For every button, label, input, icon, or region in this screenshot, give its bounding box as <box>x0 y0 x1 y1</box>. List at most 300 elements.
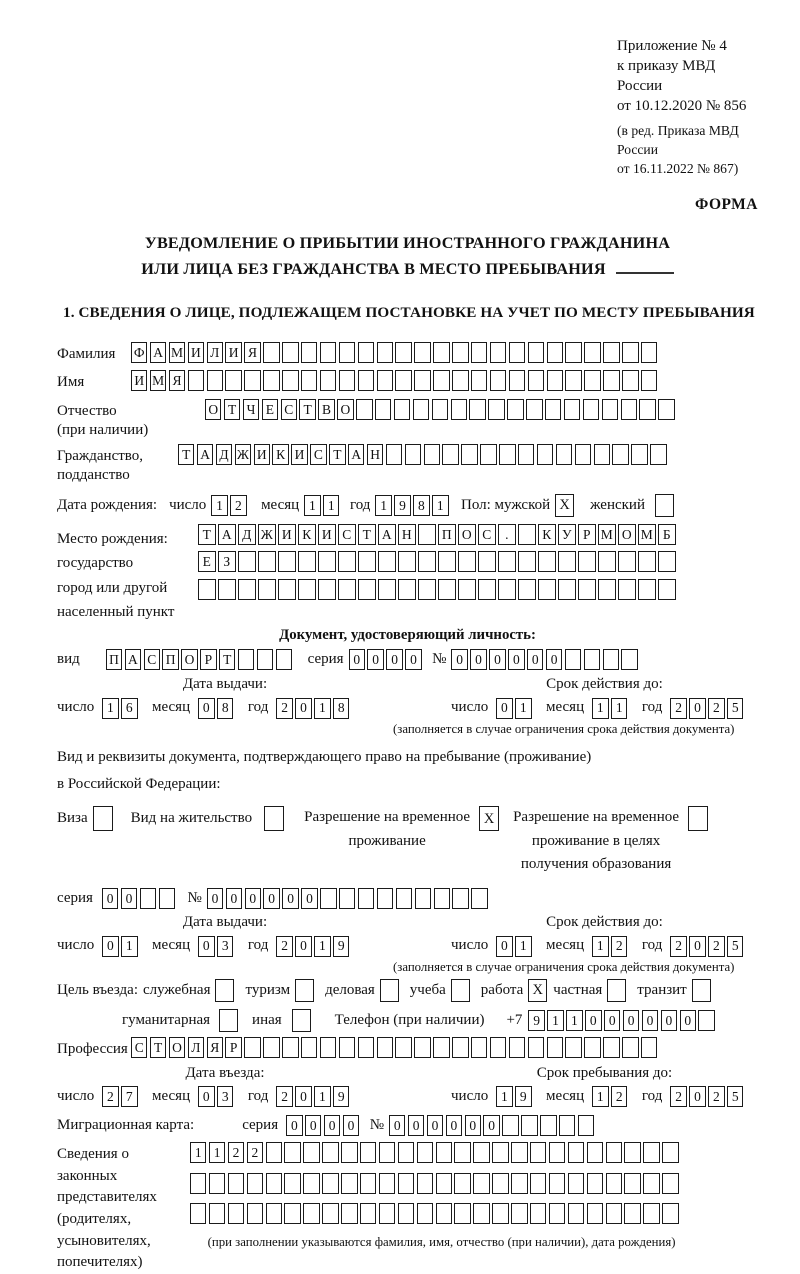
char-cell: И <box>188 342 204 363</box>
char-cell: 0 <box>642 1010 658 1031</box>
checkbox-private <box>607 979 626 1002</box>
id-doc-series-label: серия <box>307 650 344 667</box>
char-cell <box>509 342 525 363</box>
char-cell <box>418 579 436 600</box>
stay-month-cells <box>592 1086 630 1107</box>
char-cell <box>341 1203 357 1224</box>
char-cell <box>436 1142 452 1163</box>
char-cell: 9 <box>528 1010 544 1031</box>
char-cell <box>320 1037 336 1058</box>
char-cell <box>458 551 476 572</box>
char-cell: 0 <box>623 1010 639 1031</box>
char-cell <box>417 1203 433 1224</box>
char-cell <box>190 1173 206 1194</box>
char-cell: 0 <box>527 649 543 670</box>
char-cell: 0 <box>451 649 467 670</box>
firstname-cells <box>131 370 660 391</box>
representatives-grid <box>190 1142 681 1250</box>
char-cell: М <box>169 342 185 363</box>
char-cell <box>258 551 276 572</box>
char-cell: О <box>618 524 636 545</box>
char-cell <box>490 370 506 391</box>
char-cell <box>547 342 563 363</box>
char-cell: 0 <box>689 1086 705 1107</box>
id-issue-month-cells <box>198 698 236 719</box>
char-cell: Т <box>358 524 376 545</box>
id-doc-kind-label: вид <box>57 650 80 667</box>
char-cell <box>624 1203 640 1224</box>
char-cell <box>469 399 485 420</box>
char-cell <box>578 1115 594 1136</box>
field-birth-date <box>57 494 758 517</box>
char-cell <box>339 888 355 909</box>
id-doc-expiry: Срок действия до: число 0 1 месяц 1 1 год 2 0 2 5 <box>451 675 758 719</box>
char-cell: 0 <box>102 888 118 909</box>
field-representatives <box>57 1142 758 1274</box>
profession-label: Профессия <box>57 1041 128 1058</box>
char-cell: 1 <box>496 1086 512 1107</box>
char-cell <box>415 888 431 909</box>
char-cell <box>454 1203 470 1224</box>
char-cell <box>568 1173 584 1194</box>
char-cell: У <box>558 524 576 545</box>
char-cell <box>618 551 636 572</box>
phone-prefix: +7 <box>506 1011 523 1028</box>
char-cell: 1 <box>592 936 608 957</box>
char-cell <box>638 579 656 600</box>
char-cell: 0 <box>102 936 118 957</box>
char-cell: С <box>281 399 297 420</box>
temp-residence-edu-label: Разрешение на временное проживание в целях получения образования <box>513 809 680 872</box>
char-cell <box>301 342 317 363</box>
char-cell <box>549 1142 565 1163</box>
representatives-row2-cells <box>190 1173 681 1194</box>
char-cell <box>320 342 336 363</box>
char-cell <box>339 370 355 391</box>
char-cell: И <box>318 524 336 545</box>
mc-number-cells <box>389 1115 597 1136</box>
char-cell <box>473 1142 489 1163</box>
checkbox-transit <box>692 979 711 1002</box>
char-cell: 8 <box>217 698 233 719</box>
char-cell <box>257 649 273 670</box>
id-doc-expiry-title: Срок действия до: <box>546 676 663 693</box>
char-cell <box>602 399 618 420</box>
res-series-label: серия <box>57 889 93 906</box>
birth-day-label: число <box>169 496 207 513</box>
form-title <box>57 230 758 282</box>
res-number-label: № <box>187 889 202 906</box>
char-cell: 9 <box>515 1086 531 1107</box>
appendix-line: Приложение № 4 <box>617 38 727 54</box>
char-cell <box>379 1173 395 1194</box>
char-cell: Н <box>398 524 416 545</box>
char-cell <box>398 1203 414 1224</box>
res-expiry-year-cells <box>670 936 746 957</box>
char-cell <box>621 399 637 420</box>
char-cell <box>434 888 450 909</box>
char-cell: А <box>150 342 166 363</box>
char-cell <box>378 551 396 572</box>
char-cell <box>454 1142 470 1163</box>
char-cell: 0 <box>689 936 705 957</box>
char-cell <box>540 1115 556 1136</box>
char-cell <box>545 399 561 420</box>
char-cell: Е <box>262 399 278 420</box>
char-cell <box>266 1173 282 1194</box>
char-cell: 0 <box>496 698 512 719</box>
char-cell <box>492 1173 508 1194</box>
char-cell <box>530 1173 546 1194</box>
field-profession <box>57 1037 758 1060</box>
blank-underline <box>616 260 674 274</box>
purpose-label: Цель въезда: <box>57 981 138 998</box>
char-cell <box>298 551 316 572</box>
char-cell: Т <box>299 399 315 420</box>
char-cell: Н <box>367 444 383 465</box>
char-cell <box>358 888 374 909</box>
char-cell <box>507 399 523 420</box>
char-cell <box>518 444 534 465</box>
char-cell <box>228 1203 244 1224</box>
char-cell <box>471 370 487 391</box>
char-cell <box>624 1173 640 1194</box>
char-cell: 8 <box>333 698 349 719</box>
checkbox-other-purpose <box>292 1009 311 1032</box>
char-cell <box>360 1173 376 1194</box>
char-cell: В <box>318 399 334 420</box>
char-cell: 0 <box>324 1115 340 1136</box>
char-cell <box>318 551 336 572</box>
char-cell <box>618 579 636 600</box>
char-cell <box>631 444 647 465</box>
surname-cells <box>131 342 660 363</box>
char-cell: К <box>538 524 556 545</box>
char-cell: Р <box>225 1037 241 1058</box>
char-cell <box>238 579 256 600</box>
char-cell <box>276 649 292 670</box>
char-cell: Д <box>216 444 232 465</box>
char-cell <box>396 888 412 909</box>
char-cell <box>395 370 411 391</box>
char-cell: 9 <box>333 1086 349 1107</box>
char-cell <box>622 342 638 363</box>
birth-month-cells <box>304 495 342 516</box>
char-cell: 2 <box>708 936 724 957</box>
char-cell <box>452 888 468 909</box>
residence-doc-options <box>57 806 758 876</box>
id-issue-year-cells <box>276 698 352 719</box>
char-cell: Р <box>578 524 596 545</box>
field-residence-doc-number <box>57 888 758 909</box>
representatives-label: Сведения о законных представителях (родителях, усыновителях, попечителях) <box>57 1146 157 1271</box>
char-cell <box>662 1142 678 1163</box>
char-cell <box>398 1173 414 1194</box>
char-cell: 0 <box>198 936 214 957</box>
char-cell <box>461 444 477 465</box>
char-cell: 2 <box>670 698 686 719</box>
char-cell <box>641 1037 657 1058</box>
firstname-label: Имя <box>57 374 85 391</box>
field-id-doc <box>57 649 758 670</box>
char-cell <box>436 1203 452 1224</box>
id-doc-heading: Документ, удостоверяющий личность: <box>279 626 536 643</box>
checkbox-sex-female <box>655 494 674 517</box>
char-cell: Т <box>329 444 345 465</box>
char-cell <box>584 370 600 391</box>
char-cell <box>225 370 241 391</box>
char-cell <box>301 370 317 391</box>
char-cell <box>488 399 504 420</box>
char-cell <box>358 370 374 391</box>
char-cell <box>278 551 296 572</box>
char-cell <box>471 888 487 909</box>
char-cell <box>622 370 638 391</box>
char-cell <box>338 551 356 572</box>
stay-day-cells <box>496 1086 534 1107</box>
char-cell: Д <box>238 524 256 545</box>
birthplace-row1-cells <box>198 524 678 545</box>
stay-year-cells <box>670 1086 746 1107</box>
residence-doc-intro: Вид и реквизиты документа, подтверждающего право на пребывание (проживание) в Российской Федерации: <box>57 749 592 793</box>
char-cell <box>341 1173 357 1194</box>
char-cell <box>603 370 619 391</box>
char-cell <box>238 649 254 670</box>
char-cell <box>432 399 448 420</box>
char-cell: С <box>131 1037 147 1058</box>
surname-label: Фамилия <box>57 345 116 362</box>
char-cell <box>549 1173 565 1194</box>
char-cell: 1 <box>314 1086 330 1107</box>
char-cell: 2 <box>102 1086 118 1107</box>
phone-cells <box>528 1010 717 1031</box>
char-cell: 0 <box>470 649 486 670</box>
appendix-note <box>617 36 758 179</box>
char-cell <box>473 1173 489 1194</box>
char-cell: 0 <box>198 698 214 719</box>
char-cell <box>492 1142 508 1163</box>
id-doc-series-cells <box>349 649 425 670</box>
id-expiry-month-cells <box>592 698 630 719</box>
char-cell: Т <box>219 649 235 670</box>
char-cell <box>587 1203 603 1224</box>
char-cell <box>377 888 393 909</box>
char-cell: Я <box>207 1037 223 1058</box>
char-cell <box>266 1142 282 1163</box>
char-cell <box>379 1203 395 1224</box>
residence-doc-note: (заполняется в случае ограничения срока действия документа) <box>393 959 735 974</box>
mc-series-label: серия <box>242 1116 279 1133</box>
entry-year-cells <box>276 1086 352 1107</box>
char-cell <box>322 1142 338 1163</box>
birth-date-label: Дата рождения: <box>57 496 158 513</box>
char-cell <box>639 399 655 420</box>
id-doc-number-cells <box>451 649 640 670</box>
char-cell <box>209 1173 225 1194</box>
char-cell <box>612 444 628 465</box>
birth-day-cells <box>211 495 249 516</box>
char-cell <box>606 1173 622 1194</box>
char-cell: 0 <box>295 1086 311 1107</box>
char-cell <box>358 579 376 600</box>
birth-year-label: год <box>349 496 371 513</box>
char-cell <box>499 444 515 465</box>
char-cell: 2 <box>670 936 686 957</box>
char-cell: 0 <box>496 936 512 957</box>
birth-year-cells <box>375 495 451 516</box>
char-cell <box>263 342 279 363</box>
char-cell: Л <box>188 1037 204 1058</box>
char-cell: Р <box>200 649 216 670</box>
char-cell <box>558 579 576 600</box>
char-cell: П <box>162 649 178 670</box>
checkbox-humanitarian <box>219 1009 238 1032</box>
form-title-line1: УВЕДОМЛЕНИЕ О ПРИБЫТИИ ИНОСТРАННОГО ГРАЖДАНИНА <box>144 233 671 252</box>
char-cell: С <box>144 649 160 670</box>
char-cell: Я <box>169 370 185 391</box>
char-cell <box>492 1203 508 1224</box>
char-cell: 0 <box>446 1115 462 1136</box>
appendix-line: к приказу МВД России <box>617 58 716 95</box>
char-cell <box>356 399 372 420</box>
checkbox-tourism <box>295 979 314 1002</box>
char-cell: 0 <box>585 1010 601 1031</box>
char-cell <box>338 579 356 600</box>
char-cell <box>303 1203 319 1224</box>
char-cell <box>341 1142 357 1163</box>
char-cell <box>530 1203 546 1224</box>
char-cell: 1 <box>314 698 330 719</box>
char-cell: Т <box>224 399 240 420</box>
char-cell <box>509 1037 525 1058</box>
id-expiry-year-cells <box>670 698 746 719</box>
char-cell: 0 <box>389 1115 405 1136</box>
checkbox-sex-male: X <box>555 494 574 517</box>
char-cell: Ф <box>131 342 147 363</box>
char-cell <box>498 551 516 572</box>
char-cell <box>398 1142 414 1163</box>
char-cell: 1 <box>432 495 448 516</box>
char-cell: Б <box>658 524 676 545</box>
char-cell: 2 <box>708 698 724 719</box>
char-cell <box>228 1173 244 1194</box>
char-cell: 0 <box>483 1115 499 1136</box>
char-cell <box>247 1203 263 1224</box>
char-cell: Ж <box>235 444 251 465</box>
char-cell: А <box>218 524 236 545</box>
char-cell: М <box>598 524 616 545</box>
char-cell: 1 <box>592 698 608 719</box>
section-1-heading: 1. СВЕДЕНИЯ О ЛИЦЕ, ПОДЛЕЖАЩЕМ ПОСТАНОВКЕ НА УЧЕТ ПО МЕСТУ ПРЕБЫВАНИЯ <box>63 304 755 322</box>
temp-residence-label: Разрешение на временное проживание <box>304 809 471 849</box>
char-cell: А <box>125 649 141 670</box>
char-cell: 1 <box>323 495 339 516</box>
char-cell <box>358 551 376 572</box>
char-cell <box>478 551 496 572</box>
char-cell: С <box>310 444 326 465</box>
char-cell <box>263 1037 279 1058</box>
char-cell: Т <box>198 524 216 545</box>
char-cell: 1 <box>121 936 137 957</box>
char-cell <box>584 1037 600 1058</box>
entry-month-cells <box>198 1086 236 1107</box>
char-cell: 3 <box>217 936 233 957</box>
checkbox-residence-permit <box>264 806 284 831</box>
char-cell <box>471 1037 487 1058</box>
char-cell: 1 <box>304 495 320 516</box>
char-cell: 0 <box>680 1010 696 1031</box>
char-cell <box>598 579 616 600</box>
id-doc-dates <box>57 675 758 719</box>
char-cell <box>263 370 279 391</box>
char-cell <box>320 888 336 909</box>
char-cell: 0 <box>295 936 311 957</box>
char-cell <box>414 1037 430 1058</box>
checkbox-visa <box>93 806 113 831</box>
char-cell <box>518 551 536 572</box>
char-cell <box>537 444 553 465</box>
char-cell <box>298 579 316 600</box>
char-cell: 0 <box>386 649 402 670</box>
char-cell <box>698 1010 714 1031</box>
char-cell <box>662 1203 678 1224</box>
sex-label: Пол: мужской <box>461 496 551 513</box>
entry-day-cells <box>102 1086 140 1107</box>
char-cell: 2 <box>670 1086 686 1107</box>
char-cell <box>318 579 336 600</box>
char-cell <box>518 579 536 600</box>
id-expiry-day-cells <box>496 698 534 719</box>
char-cell: 0 <box>121 888 137 909</box>
res-issue-year-cells <box>276 936 352 957</box>
profession-cells <box>131 1037 660 1058</box>
char-cell: 0 <box>604 1010 620 1031</box>
res-issue-day-cells <box>102 936 140 957</box>
char-cell <box>558 551 576 572</box>
char-cell <box>538 551 556 572</box>
entry-date: Дата въезда: число 2 7 месяц 0 3 год 2 0 1 9 <box>57 1064 393 1108</box>
char-cell <box>140 888 156 909</box>
char-cell <box>320 370 336 391</box>
char-cell <box>565 649 581 670</box>
birthplace-grid <box>198 524 678 607</box>
char-cell <box>490 342 506 363</box>
char-cell <box>658 399 674 420</box>
char-cell: З <box>218 551 236 572</box>
char-cell <box>322 1173 338 1194</box>
char-cell <box>278 579 296 600</box>
patronymic-label: Отчество (при наличии) <box>57 402 149 439</box>
char-cell <box>433 342 449 363</box>
sex-female-label: женский <box>590 496 645 513</box>
field-purpose: Цель въезда: служебная туризм деловая учеба работа X частная транзит <box>57 979 758 1002</box>
char-cell <box>528 342 544 363</box>
char-cell <box>438 551 456 572</box>
birthplace-label: Место рождения: государство город или другой населенный пункт <box>57 530 175 621</box>
char-cell <box>480 444 496 465</box>
char-cell <box>521 1115 537 1136</box>
checkbox-work: X <box>528 979 547 1002</box>
char-cell <box>565 370 581 391</box>
char-cell: 5 <box>727 1086 743 1107</box>
char-cell <box>442 444 458 465</box>
stay-until: Срок пребывания до: число 1 9 месяц 1 2 год 2 0 2 5 <box>451 1064 758 1108</box>
char-cell: 5 <box>727 698 743 719</box>
checkbox-study <box>451 979 470 1002</box>
char-cell <box>247 1173 263 1194</box>
char-cell <box>244 370 260 391</box>
char-cell: 2 <box>276 1086 292 1107</box>
